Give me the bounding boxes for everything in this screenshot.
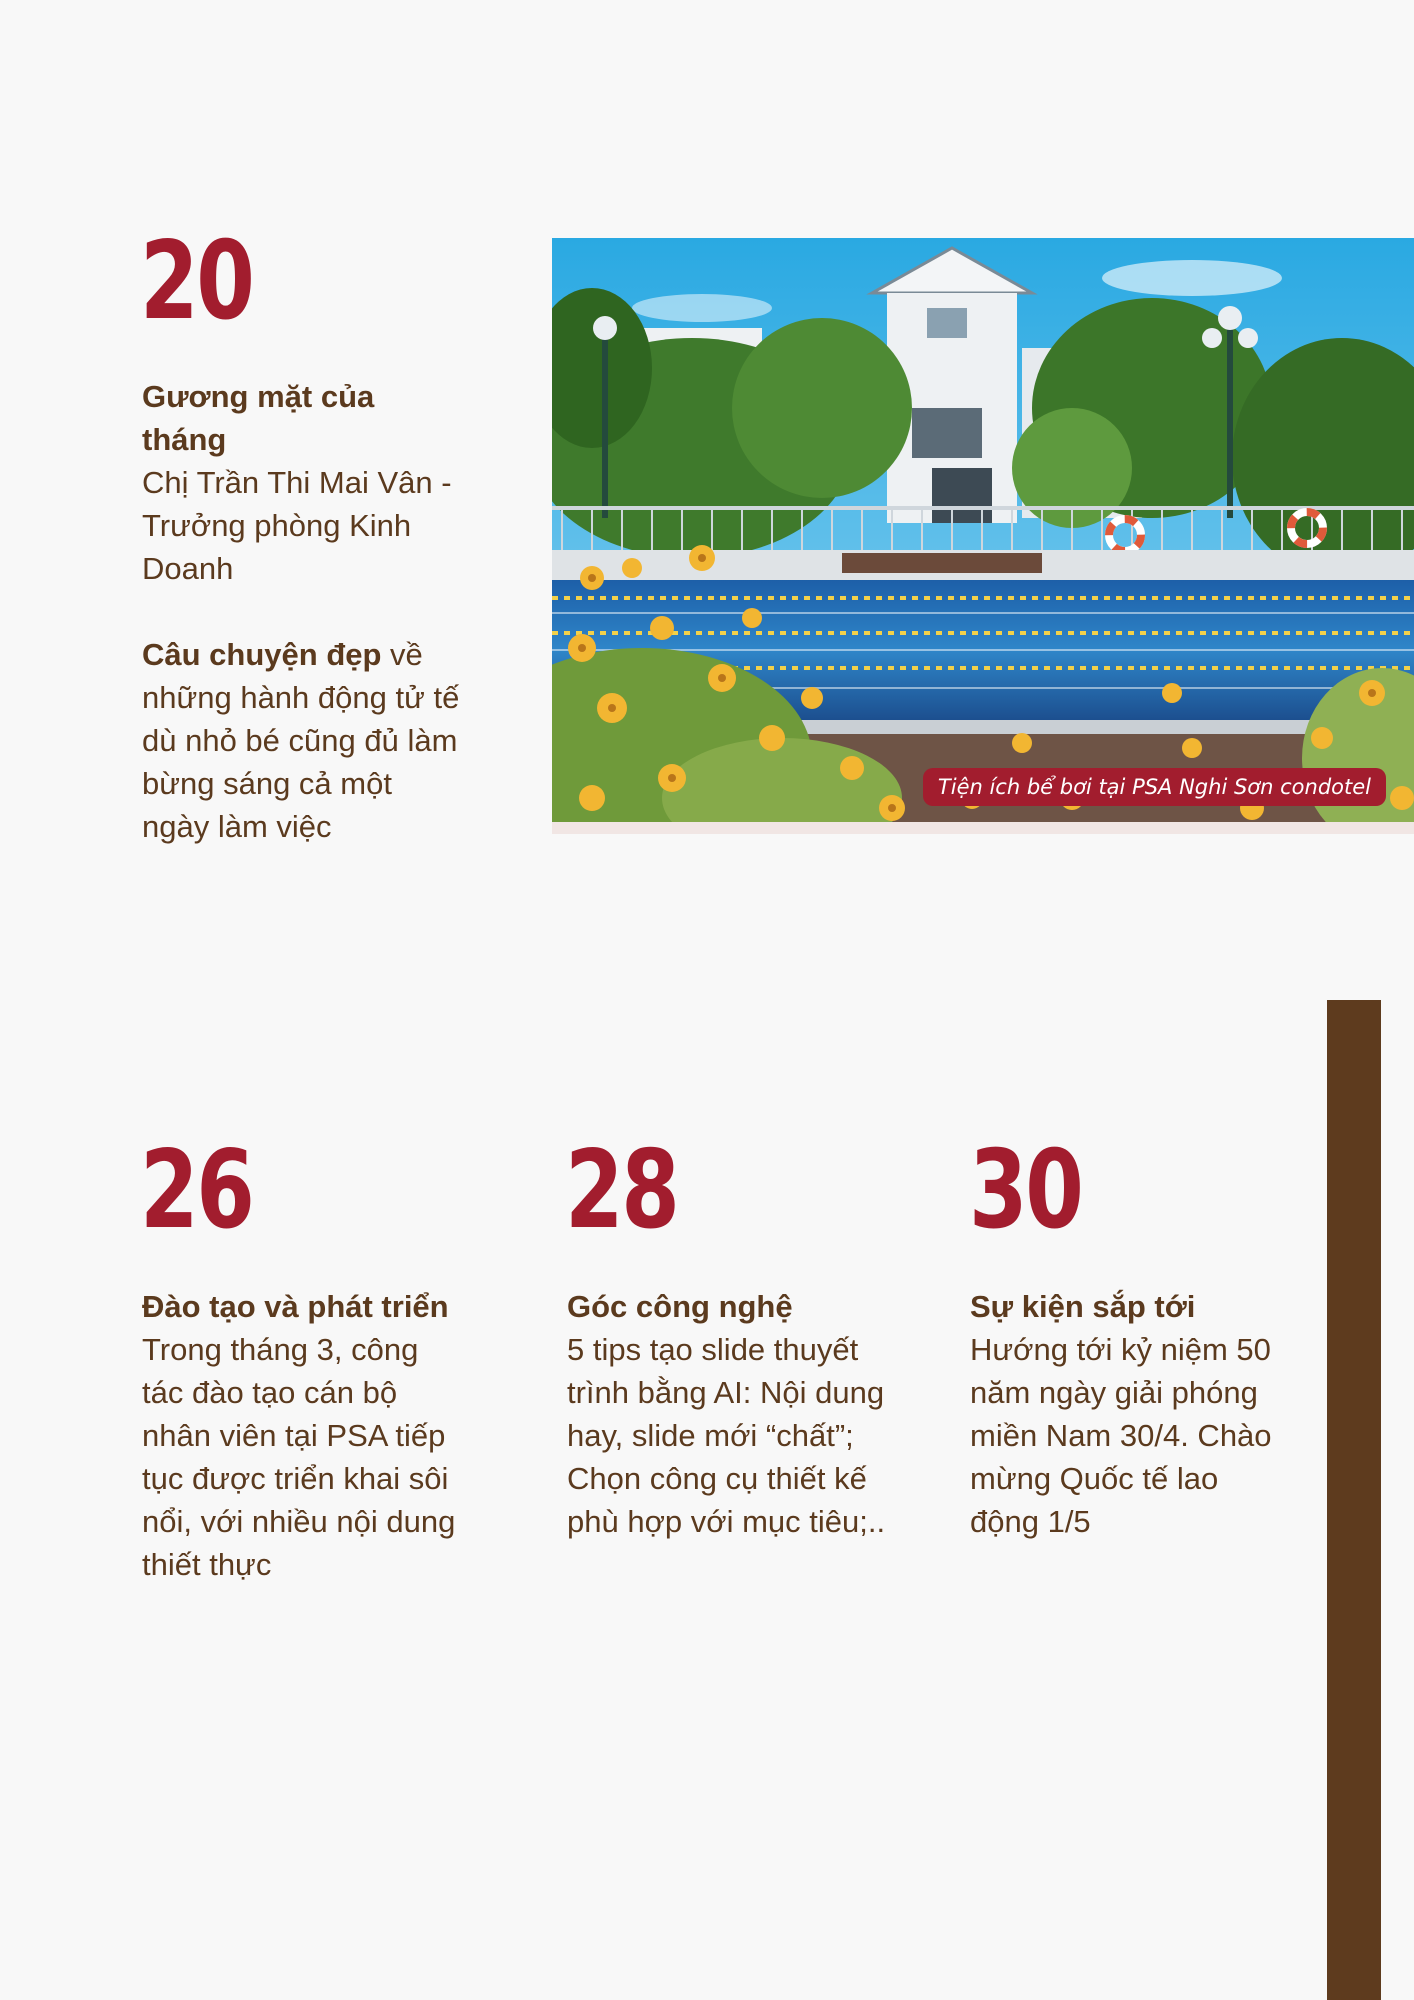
photo-underline bbox=[552, 822, 1414, 834]
section-title: Sự kiện sắp tới bbox=[970, 1289, 1196, 1324]
pool-scene-image bbox=[552, 238, 1414, 822]
section-body: Trong tháng 3, công tác đào tạo cán bộ nhân viên tại PSA tiếp tục được triển khai sôi nổi, với nhiều nội dung thiết thực bbox=[142, 1332, 456, 1582]
decorative-side-bar bbox=[1327, 1000, 1381, 2000]
story-paragraph bbox=[142, 633, 462, 848]
section-title: Gương mặt của tháng bbox=[142, 379, 375, 457]
section-training bbox=[142, 1285, 462, 1586]
page-number-28: 28 bbox=[565, 1128, 678, 1253]
section-title: Đào tạo và phát triển bbox=[142, 1289, 449, 1324]
pool-photo bbox=[552, 238, 1414, 822]
section-body: Hướng tới kỷ niệm 50 năm ngày giải phóng miền Nam 30/4. Chào mừng Quốc tế lao động 1/5 bbox=[970, 1332, 1272, 1539]
section-face-of-month bbox=[142, 375, 462, 848]
page-number-20: 20 bbox=[140, 219, 253, 344]
section-title: Góc công nghệ bbox=[567, 1289, 793, 1324]
photo-caption: Tiện ích bể bơi tại PSA Nghi Sơn condotel bbox=[923, 768, 1386, 806]
section-tech-corner bbox=[567, 1285, 887, 1543]
section-body: 5 tips tạo slide thuyết trình bằng AI: Nội dung hay, slide mới “chất”; Chọn công cụ thiết kế phù hợp với mục tiêu;.. bbox=[567, 1332, 886, 1539]
section-body: Chị Trần Thi Mai Vân - Trưởng phòng Kinh Doanh bbox=[142, 465, 452, 586]
story-rest: về những hành động tử tế dù nhỏ bé cũng đủ làm bừng sáng cả một ngày làm việc bbox=[142, 637, 460, 844]
page-number-26: 26 bbox=[140, 1128, 253, 1253]
story-lead: Câu chuyện đẹp bbox=[142, 637, 382, 672]
page-number-30: 30 bbox=[969, 1128, 1082, 1253]
section-upcoming-events bbox=[970, 1285, 1290, 1543]
